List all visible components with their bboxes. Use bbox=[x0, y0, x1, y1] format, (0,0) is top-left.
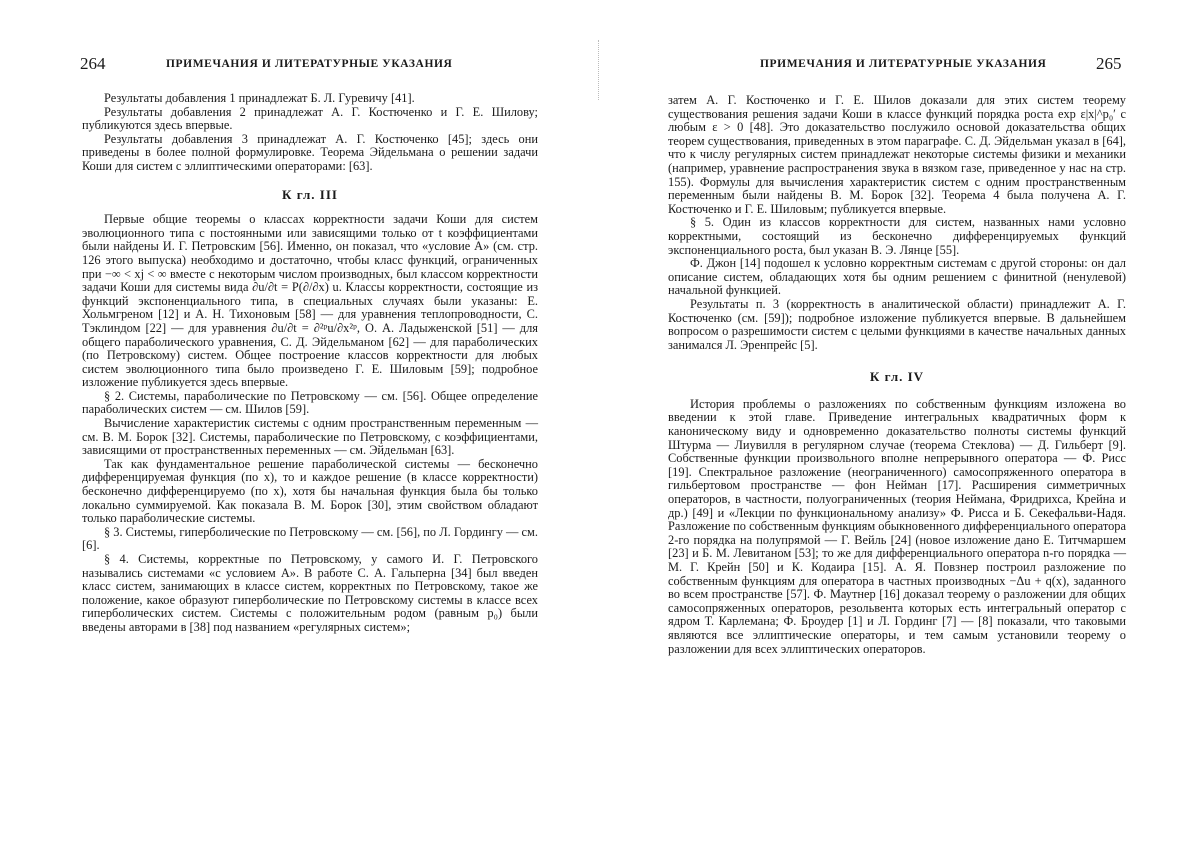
paragraph: § 5. Один из классов корректности для систем, названных нами условно корректными, состоящий из бесконечно дифференцируемых функций экспоненциального роста, был указан В. Э. Лянце [55]. bbox=[668, 215, 1126, 257]
right-page bbox=[610, 0, 1200, 848]
page-number: 265 bbox=[1096, 54, 1122, 73]
paragraph: Результаты добавления 1 принадлежат Б. Л. Гуревичу [41]. bbox=[104, 91, 415, 105]
paragraph: Результаты добавления 3 принадлежат А. Г. Костюченко [45]; здесь они приведены в более полной формулировке. Теорема Эйдельмана о решении задачи Коши для систем с эллиптическими операторами: [63]. bbox=[82, 131, 538, 173]
paragraph: Так как фундаментальное решение параболической системы — бесконечно дифференцируемая функция (по x), то и каждое решение (в классе корректности) бесконечно дифференцируемо (по x), хотя бы начальная функция была бы только локально суммируемой. Как показала В. М. Борок [30], этим свойством обладают только параболические системы. bbox=[82, 456, 538, 526]
paragraph: Результаты п. 3 (корректность в аналитической области) принадлежит А. Г. Костюченко (см. [59]); подробное изложение публикуется впервые. В дальнейшем вопросом о разрешимости систем с целыми функциями в качестве начальных данных занимался Л. Эренпрейс [5]. bbox=[668, 296, 1126, 352]
paragraph: Вычисление характеристик системы с одним пространственным переменным — см. В. М. Борок [32]. Системы, параболические по Петровскому, с коэффициентами, зависящими от пространственных переменных — см. Эйдельман [63]. bbox=[82, 416, 538, 458]
running-header: ПРИМЕЧАНИЯ И ЛИТЕРАТУРНЫЕ УКАЗАНИЯ bbox=[166, 58, 453, 70]
left-page bbox=[0, 0, 590, 848]
paragraph: § 4. Системы, корректные по Петровскому, у самого И. Г. Петровского назывались системами «с условием A». В работе С. А. Гальперна [34] был введен класс систем, занимающих в классе систем, корректных по Петровскому, такое же положение, какое образуют гиперболические по Петровскому системы в классе всех гиперболических систем. Системы с положительным родом (равным p₀) были введены авторами в [38] под названием «регулярных систем»; bbox=[82, 552, 538, 634]
text-column bbox=[668, 94, 1126, 656]
paragraph: затем А. Г. Костюченко и Г. Е. Шилов доказали для этих систем теорему существования решения задачи Коши в классе функций порядка роста exp ε|x|^p₀′ с любым ε > 0 [48]. Это доказательство послужило основой доказательства общих теорем существования, приведенных в этом параграфе. С. Д. Эйдельман указал в [64], что к числу регулярных систем принадлежат некоторые системы физики и механики (например, уравнение распространения звука в вязком газе, приведенное у нас на стр. 155). Формулы для вычисления характеристик систем с одним пространственным переменным были найдены В. М. Борок [32]. Теорема 4 была получена А. Г. Костюченко и Г. Е. Шиловым; публикуется впервые. bbox=[668, 93, 1126, 216]
section-title: К гл. IV bbox=[869, 369, 925, 385]
page-number: 264 bbox=[80, 54, 106, 73]
page-fold bbox=[598, 40, 600, 100]
running-header: ПРИМЕЧАНИЯ И ЛИТЕРАТУРНЫЕ УКАЗАНИЯ bbox=[760, 58, 1047, 70]
text-column bbox=[82, 92, 538, 635]
paragraph: § 3. Системы, гиперболические по Петровскому — см. [56], по Л. Гордингу — см. [6]. bbox=[82, 524, 538, 553]
paragraph: Результаты добавления 2 принадлежат А. Г. Костюченко и Г. Е. Шилову; публикуются здесь впервые. bbox=[82, 104, 538, 133]
paragraph: § 2. Системы, параболические по Петровскому — см. [56]. Общее определение параболических систем — см. Шилов [59]. bbox=[82, 388, 538, 417]
paragraph: История проблемы о разложениях по собственным функциям изложена во введении к этой главе. Приведение интегральных квадратичных форм к каноническому виду и одновременно доказательство полноты системы функций Штурма — Лиувилля в регулярном случае (теорема Стеклова) — Д. Гильберт [9]. Собственные функции произвольного вполне непрерывного оператора — Ф. Рисс [19]. Спектральное разложение (неограниченного) самосопряженного оператора в гильбертовом пространстве — фон Нейман [17]. Расширения симметричных операторов, в частности, полуограниченных (теория Неймана, Фридрихса, Крейна и др.) [49] и «Лекции по функциональному анализу» Ф. Рисса и Б. Секефальви-Надя. Разложение по собственным функциям обыкновенного дифференциального оператора 2-го порядка на полупрямой — Г. Вейль [24] (новое изложение дано Е. Титчмаршем [23] и Б. М. Левитаном [53]; то же для дифференциального оператора n-го порядка — М. Г. Крейн [50] и К. Кодаира [15]. А. Я. Повзнер построил разложение по собственным функциям для оператора в частных производных −Δu + q(x), заданного во всем пространстве [57]. Ф. Маутнер [16] доказал теорему о разложении для общих самосопряженных операторов, резольвента которых есть интегральный оператор с ядром Т. Карлемана; Ф. Броудер [1] и Л. Гординг [7] — [8] показали, что таковыми являются все эллиптические операторы, и тем самым установили теорему о разложении для всех эллиптических операторов. bbox=[668, 396, 1126, 656]
paragraph: Первые общие теоремы о классах корректности задачи Коши для систем эволюционного типа с постоянными или зависящими только от t коэффициентами были найдены И. Г. Петровским [56]. Именно, он показал, что «условие A» (см. стр. 126 этого выпуска) необходимо и достаточно, чтобы класс функций, ограниченных при −∞ < xj < ∞ вместе с некоторым числом производных, был классом корректности задачи Коши для системы вида ∂u/∂t = P(∂/∂x) u. Классы корректности, состоящие из функций экспоненциального типа, в специальных случаях были указаны: Е. Хольмгреном [12] и А. Н. Тихоновым [58] — для уравнения теплопроводности, С. Тэклиндом [22] — для уравнения ∂u/∂t = ∂²ᵖu/∂x²ᵖ, О. А. Ладыженской [51] — для общего параболического уравнения, С. Д. Эйдельманом [62] — для параболических (по Петровскому) систем. Общее построение классов корректности для любых систем эволюционного типа было произведено Г. Е. Шиловым [59]; подробное изложение публикуется здесь впервые. bbox=[82, 212, 538, 390]
paragraph: Ф. Джон [14] подошел к условно корректным системам с другой стороны: он дал описание систем, обладающих хотя бы одним решением с финитной (ненулевой) начальной функцией. bbox=[668, 256, 1126, 298]
section-title: К гл. III bbox=[282, 186, 338, 202]
